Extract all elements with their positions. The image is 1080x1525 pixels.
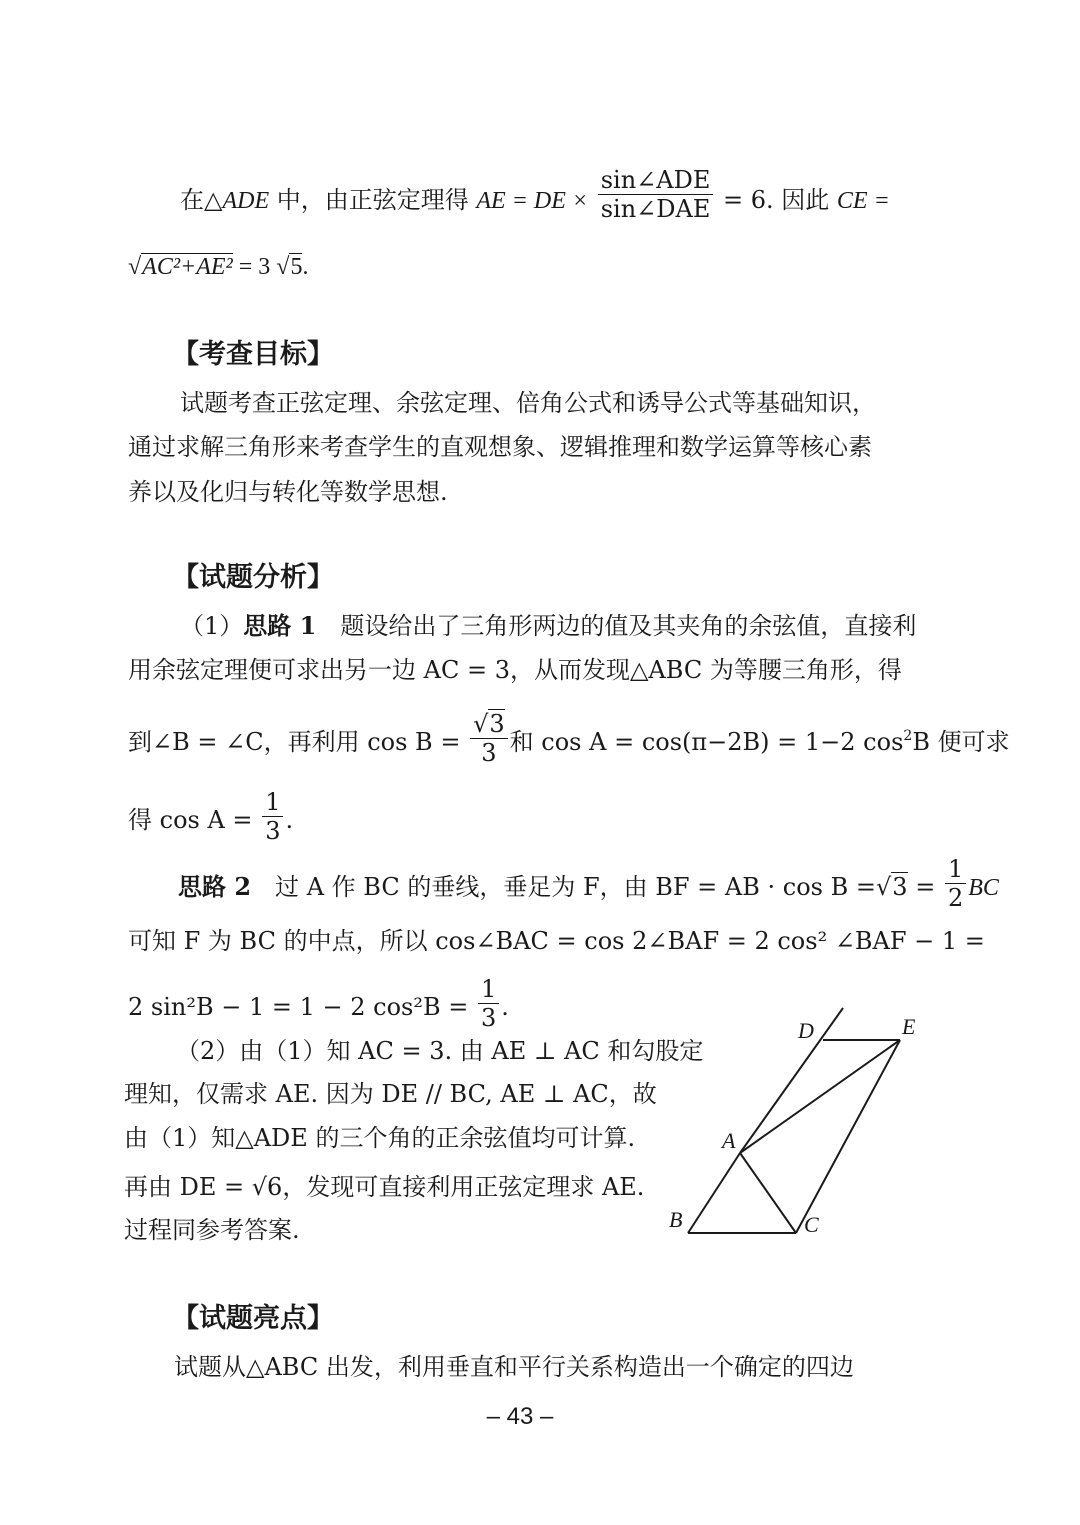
analysis-p3-line-5: 过程同参考答案. xyxy=(124,1216,300,1244)
geometry-figure xyxy=(660,1000,960,1260)
sqrt-sign: √ xyxy=(128,254,142,280)
fraction-numerator: √3 xyxy=(470,710,508,739)
text-segment: = xyxy=(907,873,936,901)
analysis-p3-line-4: 再由 DE = √6，发现可直接利用正弦定理求 AE. xyxy=(124,1173,645,1201)
math-segment: CE = xyxy=(836,188,890,214)
fraction-denominator: 3 xyxy=(481,1004,497,1032)
fraction-denominator: 3 xyxy=(481,739,497,767)
segment-ae xyxy=(740,1040,900,1153)
page-number: – 43 – xyxy=(486,1403,554,1430)
fraction-numerator: 1 xyxy=(478,975,499,1004)
text-segment: 在△ xyxy=(180,186,223,214)
text-segment: 到∠B = ∠C，再利用 cos B = xyxy=(128,728,461,756)
text-segment: 题设给出了三角形两边的值及其夹角的余弦值，直接利 xyxy=(316,612,917,640)
goals-line-3: 养以及化归与转化等数学思想. xyxy=(128,478,448,506)
text-segment: 2 sin²B − 1 = 1 − 2 cos²B = xyxy=(128,993,469,1021)
section-heading-highlight: 【试题亮点】 xyxy=(172,1303,334,1334)
segment-ab xyxy=(688,1153,740,1233)
idea-label: 思路 2 xyxy=(178,872,252,901)
sqrt-radicand: 3 xyxy=(489,710,505,738)
highlight-line-1: 试题从△ABC 出发，利用垂直和平行关系构造出一个确定的四边 xyxy=(174,1353,854,1381)
text-segment: 和 cos A = cos(π−2B) = 1−2 cos xyxy=(509,728,904,756)
idea-label: 思路 1 xyxy=(243,611,317,640)
text-segment: 过 A 作 BC 的垂线，垂足为 F，由 BF = AB · cos B = xyxy=(251,873,876,901)
point-label-e: E xyxy=(902,1014,916,1039)
segment-ec xyxy=(796,1040,900,1233)
analysis-p3-line-3: 由（1）知△ADE 的三个角的正余弦值均可计算. xyxy=(124,1124,636,1152)
fraction-denominator: sin∠DAE xyxy=(600,195,711,223)
analysis-line-6: 可知 F 为 BC 的中点，所以 cos∠BAC = cos 2∠BAF = 2 cos² ∠BAF − 1 = xyxy=(128,927,985,955)
analysis-p3-line-1: （2）由（1）知 AC = 3. 由 AE ⊥ AC 和勾股定 xyxy=(176,1037,704,1065)
solution-line-2 xyxy=(128,252,308,282)
math-segment: ADE xyxy=(222,188,270,214)
sqrt-sign: √ xyxy=(276,254,290,280)
analysis-line-4 xyxy=(128,788,294,845)
sqrt-radicand: 3 xyxy=(892,873,908,901)
text-segment: B 便可求 xyxy=(912,728,1010,756)
text-segment: = 6. 因此 xyxy=(715,186,837,214)
section-heading-analysis: 【试题分析】 xyxy=(172,562,334,593)
superscript: 2 xyxy=(903,728,913,744)
text-segment: . xyxy=(285,806,294,834)
text-segment: 中，由正弦定理得 xyxy=(269,186,477,214)
analysis-line-1 xyxy=(180,611,916,641)
analysis-line-2: 用余弦定理便可求出另一边 AC = 3，从而发现△ABC 为等腰三角形，得 xyxy=(128,656,902,684)
half-fraction xyxy=(945,855,966,912)
fraction-numerator: 1 xyxy=(262,788,283,817)
sqrt-radicand: AC²+AE² xyxy=(142,254,233,280)
text-segment: . xyxy=(302,254,309,280)
segment-ac xyxy=(740,1153,796,1233)
segment-line-da xyxy=(740,1008,843,1153)
sqrt-radicand: 5 xyxy=(290,254,303,280)
fraction-denominator: 2 xyxy=(947,884,964,912)
point-label-a: A xyxy=(722,1128,736,1153)
math-segment: AE = DE × xyxy=(476,188,589,214)
point-label-d: D xyxy=(798,1018,814,1043)
analysis-line-5: 思路 2 过 A 作 BC 的垂线，垂足为 F，由 BF = AB · cos B =√3 = $\frac{1}{2}$ BC xyxy=(178,855,999,912)
math-segment: BC xyxy=(968,875,999,901)
analysis-p3-line-2: 理知，仅需求 AE. 因为 DE // BC, AE ⊥ AC，故 xyxy=(124,1080,657,1108)
cos-b-fraction xyxy=(470,710,508,767)
text-segment: = 3 xyxy=(232,254,271,280)
third-fraction xyxy=(478,975,499,1032)
fraction-numerator: 1 xyxy=(945,855,966,884)
sine-ratio-fraction xyxy=(598,166,714,223)
analysis-line-7 xyxy=(128,975,509,1032)
text-segment: . xyxy=(501,993,509,1021)
fraction-numerator: sin∠ADE xyxy=(598,166,714,195)
point-label-c: C xyxy=(804,1212,819,1237)
text-segment: 得 cos A = xyxy=(128,806,253,834)
text-segment: （1） xyxy=(180,612,244,640)
analysis-line-3 xyxy=(128,710,1010,767)
point-label-b: B xyxy=(669,1207,683,1232)
solution-line-1 xyxy=(180,166,890,223)
cos-a-fraction xyxy=(262,788,283,845)
fraction-denominator: 3 xyxy=(265,817,281,845)
section-heading-goals: 【考查目标】 xyxy=(172,339,334,370)
goals-line-2: 通过求解三角形来考查学生的直观想象、逻辑推理和数学运算等核心素 xyxy=(128,433,872,461)
goals-line-1: 试题考查正弦定理、余弦定理、倍角公式和诱导公式等基础知识， xyxy=(180,389,876,417)
